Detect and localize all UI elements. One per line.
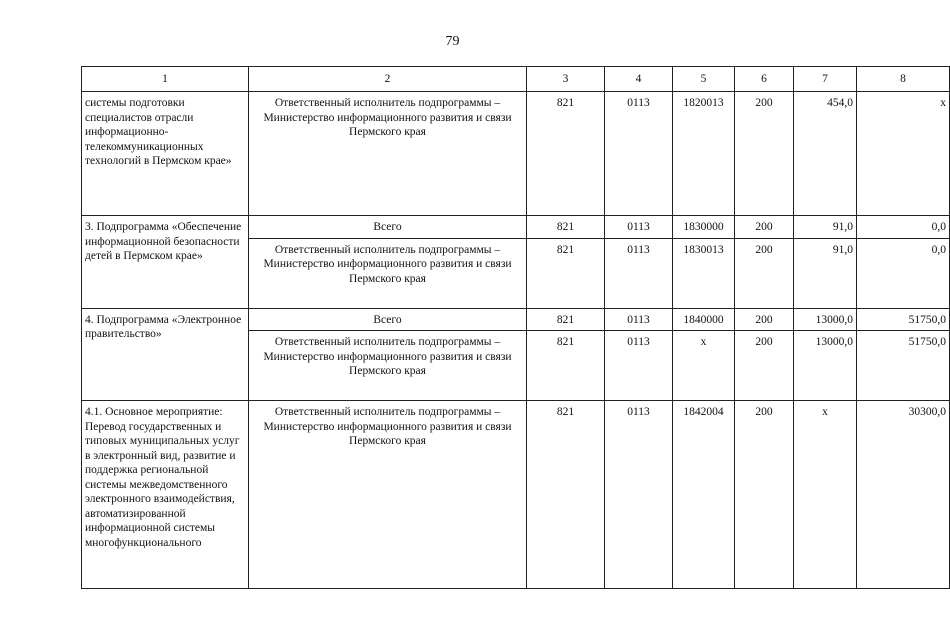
cell-col5: х <box>673 331 735 401</box>
table-row <box>82 216 950 239</box>
page-number: 79 <box>445 34 460 49</box>
column-header-8: 8 <box>857 67 950 92</box>
program-label: 4.1. Основное мероприятие: Перевод государственных и типовых муниципальных услуг в электронный вид, развитие и поддержка региональной системы межведомственного электронного взаимодействия, автоматизированной информационной системы многофункционального <box>82 401 249 589</box>
executor-cell: Всего <box>249 216 527 239</box>
cell-col8: 0,0 <box>857 216 950 239</box>
executor-cell: Ответственный исполнитель подпрограммы – Министерство информационного развития и связи Пермского края <box>249 331 527 401</box>
cell-col8: х <box>857 92 950 216</box>
cell-col7: х <box>794 401 857 589</box>
cell-col7: 13000,0 <box>794 308 857 331</box>
cell-col7: 454,0 <box>794 92 857 216</box>
cell-col3: 821 <box>527 331 605 401</box>
column-header-6: 6 <box>735 67 794 92</box>
cell-col3: 821 <box>527 308 605 331</box>
column-header-3: 3 <box>527 67 605 92</box>
program-label: системы подготовки специалистов отрасли информационно-телекоммуникационных технологий в Пермском крае» <box>82 92 249 216</box>
column-header-1: 1 <box>82 67 249 92</box>
cell-col7: 13000,0 <box>794 331 857 401</box>
cell-col6: 200 <box>735 401 794 589</box>
column-header-2: 2 <box>249 67 527 92</box>
table-row <box>82 92 950 216</box>
cell-col5: 1840000 <box>673 308 735 331</box>
cell-col6: 200 <box>735 308 794 331</box>
cell-col3: 821 <box>527 216 605 239</box>
header-row <box>82 67 950 92</box>
executor-cell: Ответственный исполнитель подпрограммы – Министерство информационного развития и связи Пермского края <box>249 238 527 308</box>
executor-cell: Всего <box>249 308 527 331</box>
cell-col7: 91,0 <box>794 216 857 239</box>
program-label: 3. Подпрограмма «Обеспечение информационной безопасности детей в Пермском крае» <box>82 216 249 309</box>
column-header-4: 4 <box>605 67 673 92</box>
cell-col3: 821 <box>527 92 605 216</box>
executor-cell: Ответственный исполнитель подпрограммы – Министерство информационного развития и связи Пермского края <box>249 401 527 589</box>
cell-col6: 200 <box>735 92 794 216</box>
cell-col7: 91,0 <box>794 238 857 308</box>
cell-col5: 1842004 <box>673 401 735 589</box>
cell-col4: 0113 <box>605 92 673 216</box>
cell-col5: 1830000 <box>673 216 735 239</box>
cell-col4: 0113 <box>605 401 673 589</box>
cell-col3: 821 <box>527 401 605 589</box>
table-row <box>82 401 950 589</box>
cell-col4: 0113 <box>605 238 673 308</box>
column-header-5: 5 <box>673 67 735 92</box>
cell-col6: 200 <box>735 331 794 401</box>
cell-col5: 1830013 <box>673 238 735 308</box>
cell-col3: 821 <box>527 238 605 308</box>
cell-col8: 30300,0 <box>857 401 950 589</box>
executor-cell: Ответственный исполнитель подпрограммы – Министерство информационного развития и связи Пермского края <box>249 92 527 216</box>
cell-col8: 0,0 <box>857 238 950 308</box>
cell-col8: 51750,0 <box>857 331 950 401</box>
cell-col4: 0113 <box>605 331 673 401</box>
cell-col8: 51750,0 <box>857 308 950 331</box>
table-row <box>82 308 950 331</box>
cell-col5: 1820013 <box>673 92 735 216</box>
cell-col6: 200 <box>735 238 794 308</box>
column-header-7: 7 <box>794 67 857 92</box>
cell-col6: 200 <box>735 216 794 239</box>
budget-table <box>81 66 950 589</box>
cell-col4: 0113 <box>605 308 673 331</box>
program-label: 4. Подпрограмма «Электронное правительство» <box>82 308 249 401</box>
table-header <box>82 67 950 92</box>
cell-col4: 0113 <box>605 216 673 239</box>
